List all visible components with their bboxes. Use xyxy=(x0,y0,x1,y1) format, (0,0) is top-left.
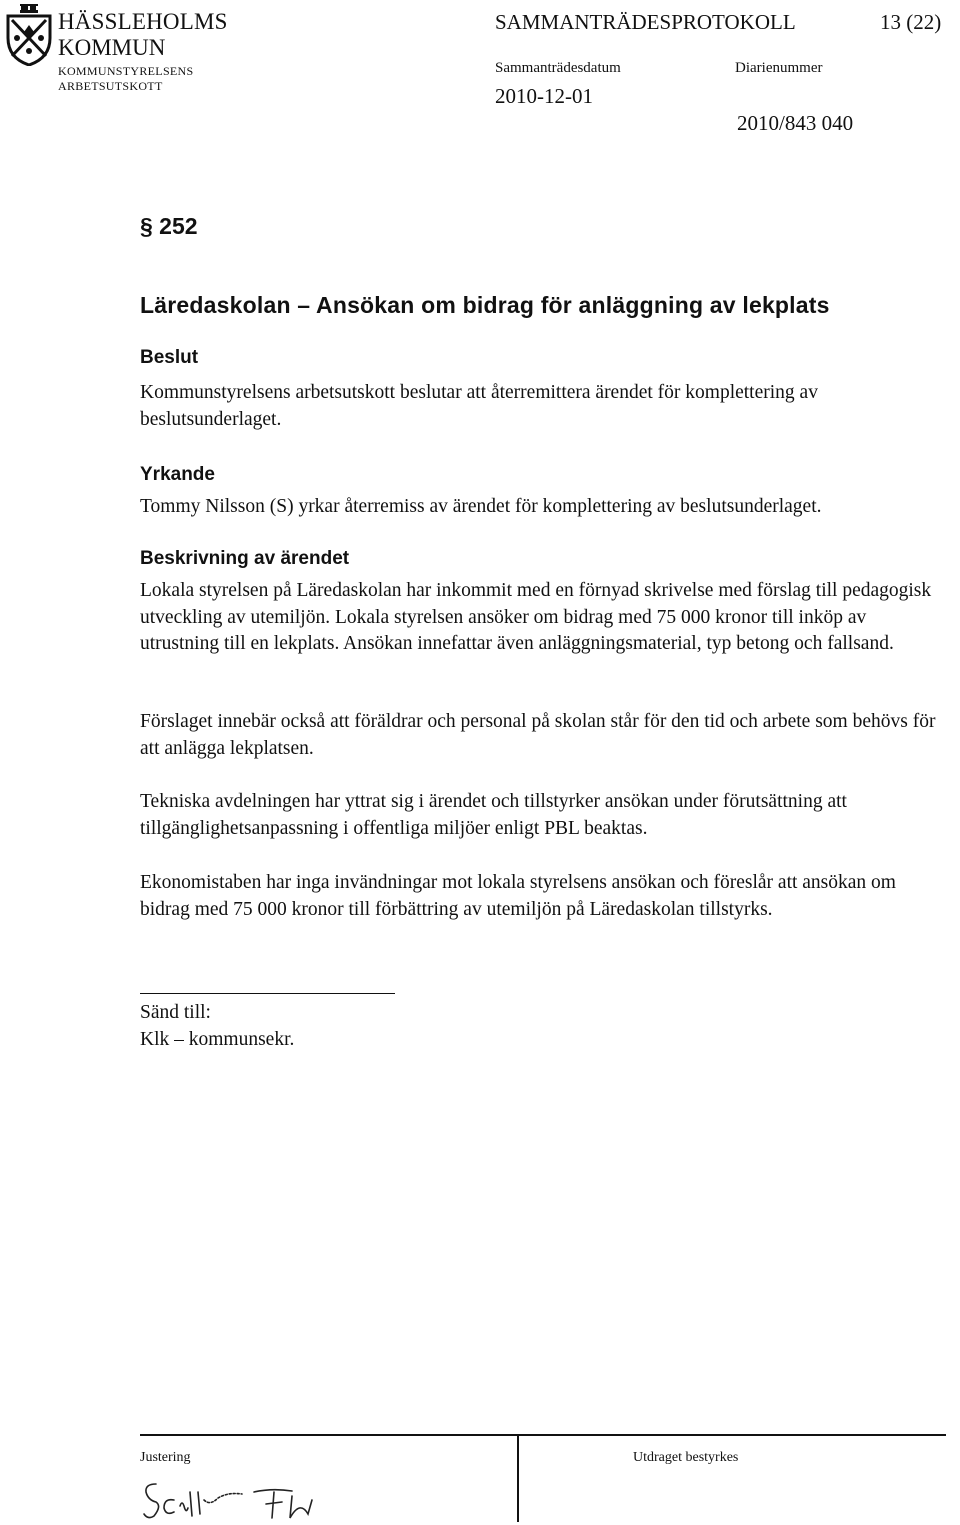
diary-number: 2010/843 040 xyxy=(737,111,854,135)
yrkande-text xyxy=(140,494,960,521)
beslut-text xyxy=(140,380,960,433)
beskrivning-heading: Beskrivning av ärendet xyxy=(140,548,350,569)
municipal-crest-icon xyxy=(4,4,54,66)
beskrivning-p1 xyxy=(140,578,950,658)
description-paragraph: Ekonomistaben har inga invändningar mot lokala styrelsens ansökan och föreslår att ansökan om bidrag med 75 000 kronor till förbättring av utemiljön på Läredaskolan tillstyrks. xyxy=(140,872,896,920)
distribution-recipient: Klk – kommunsekr. xyxy=(140,1029,295,1050)
beslut-heading: Beslut xyxy=(140,347,199,368)
page-number: 13 (22) xyxy=(880,10,942,34)
footer-column-divider xyxy=(517,1434,519,1522)
beskrivning-p3 xyxy=(140,789,958,842)
meeting-date: 2010-12-01 xyxy=(495,84,593,108)
distribution-label: Sänd till: xyxy=(140,1002,211,1023)
beskrivning-p4 xyxy=(140,870,950,923)
description-paragraph: Förslaget innebär också att föräldrar och personal på skolan står för den tid och arbete som behövs för att anlägga lekplatsen. xyxy=(140,711,936,759)
org-name: HÄSSLEHOLMS xyxy=(58,9,228,34)
description-paragraph: Tekniska avdelningen har yttrat sig i ärendet och tillstyrker ansökan under förutsättning att tillgänglighetsanpassning i offentliga miljöer enligt PBL beaktas. xyxy=(140,791,847,839)
yrkande-heading: Yrkande xyxy=(140,464,215,485)
org-name-line2: KOMMUN xyxy=(58,35,166,60)
paragraph-number: § 252 xyxy=(140,213,198,239)
org-unit-line2: ARBETSUTSKOTT xyxy=(58,79,163,93)
distribution-divider xyxy=(140,993,395,994)
yrkande-paragraph: Tommy Nilsson (S) yrkar återremiss av ärendet för komplettering av beslutsunderlaget. xyxy=(140,496,822,517)
handwritten-signature-icon xyxy=(140,1470,250,1525)
beskrivning-p2 xyxy=(140,709,950,762)
section-title: Läredaskolan – Ansökan om bidrag för anläggning av lekplats xyxy=(140,292,830,318)
diary-number-label: Diarienummer xyxy=(735,60,823,76)
document-title: SAMMANTRÄDESPROTOKOLL xyxy=(495,10,796,34)
justering-label: Justering xyxy=(140,1450,191,1465)
footer-divider xyxy=(140,1434,946,1436)
org-unit: KOMMUNSTYRELSENS xyxy=(58,64,194,78)
description-paragraph: Lokala styrelsen på Läredaskolan har inkommit med en förnyad skrivelse med förslag till pedagogisk utveckling av utemiljön. Lokala styrelsen ansöker om bidrag med 75 000 kronor till inköp av utrustning till en lekplats. Ansökan innefattar även anläggningsmaterial, typ betong och fallsand. xyxy=(140,580,932,654)
meeting-date-label: Sammanträdesdatum xyxy=(495,60,621,76)
beslut-paragraph: Kommunstyrelsens arbetsutskott beslutar att återremittera ärendet för komplettering av beslutsunderlaget. xyxy=(140,382,818,430)
initials-signature-icon xyxy=(252,1470,347,1525)
utdrag-label: Utdraget bestyrkes xyxy=(633,1450,739,1465)
